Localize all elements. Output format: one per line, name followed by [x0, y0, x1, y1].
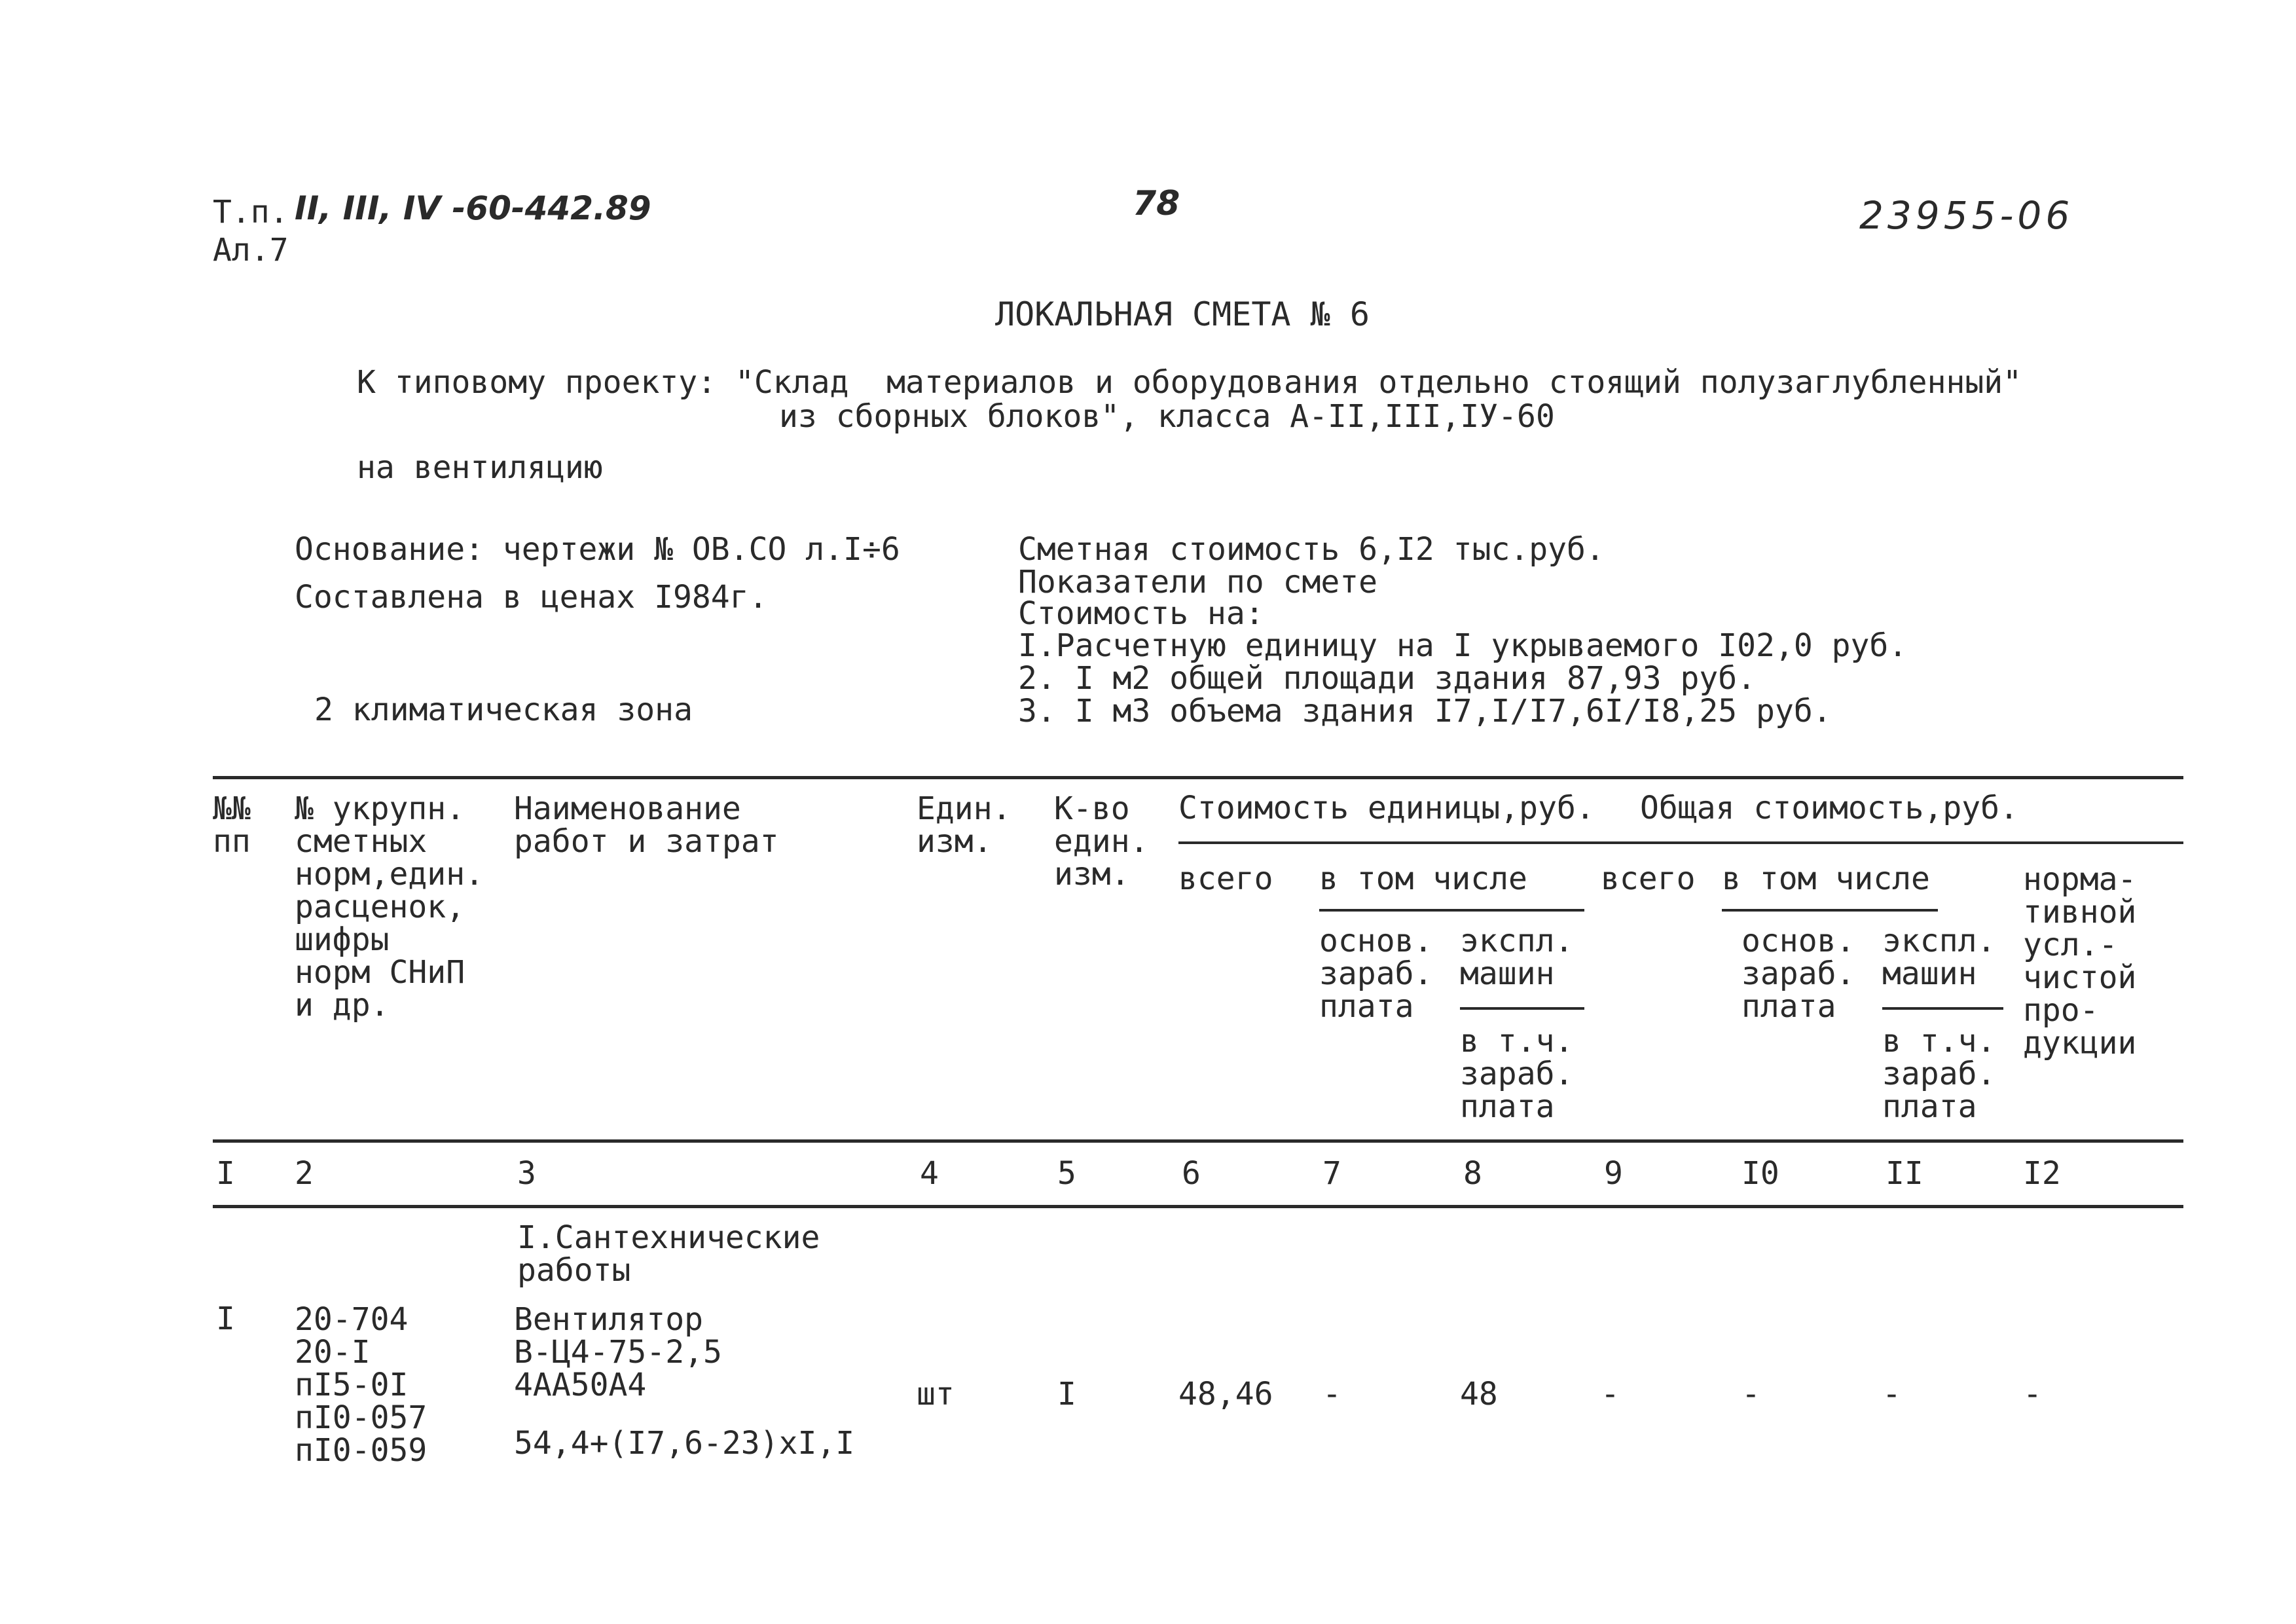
project-line-1: К типовому проекту: "Склад материалов и оборудования отдельно стоящий полузаглубленный" — [357, 364, 2022, 401]
header-total-total: всего — [1601, 860, 1696, 897]
row-number: I — [216, 1301, 235, 1337]
row-total-base-wage: - — [1741, 1376, 1760, 1412]
row-total-machine: - — [1882, 1376, 1901, 1412]
header-unit-machine: экспл. машин — [1460, 923, 1574, 992]
estimated-cost: Сметная стоимость 6,I2 тыс.руб. — [1018, 531, 1605, 568]
indicators-label: Показатели по смете — [1018, 564, 1378, 600]
project-line-2: из сборных блоков", класса А-II,III,IУ-60 — [779, 398, 1555, 435]
row-unit: шт — [917, 1376, 955, 1412]
column-numbers-rule — [213, 1205, 2183, 1208]
header-total-cost: Общая стоимость,руб. — [1640, 790, 2018, 826]
column-number: 5 — [1057, 1155, 1076, 1192]
doc-prefix: Т.п. — [213, 194, 289, 231]
header-norm-code: № укрупн. сметных норм,един. расценок, шифры норм СНиП и др. — [295, 790, 484, 1024]
header-unit-cost: Стоимость единицы,руб. — [1178, 790, 1595, 826]
header-normative: норма- тивной усл.- чистой про- дукции — [2023, 861, 2137, 1061]
inventory-number: 23955-06 — [1859, 193, 2074, 238]
column-number: I — [216, 1155, 235, 1192]
section-title: I.Сантехнические работы — [517, 1219, 820, 1289]
column-number: 2 — [295, 1155, 314, 1192]
header-bottom-rule — [213, 1139, 2183, 1143]
row-unit-machine: 48 — [1460, 1376, 1498, 1412]
header-unit-total: всего — [1178, 860, 1273, 897]
cost-item-3: 3. I м3 объема здания I7,I/I7,6I/I8,25 руб. — [1018, 693, 1832, 729]
cost-item-2: 2. I м2 общей площади здания 87,93 руб. — [1018, 660, 1757, 697]
basis-foundation: Основание: чертежи № ОВ.СО л.I÷6 — [295, 531, 900, 568]
row-work-name: Вентилятор В-Ц4-75-2,5 4АА50А4 — [514, 1301, 722, 1403]
column-number: 4 — [920, 1155, 939, 1192]
header-total-machine: экспл. машин — [1882, 923, 1996, 992]
row-formula: 54,4+(I7,6-23)хI,I — [514, 1425, 855, 1462]
total-incl-rule — [1722, 909, 1938, 912]
project-purpose: на вентиляцию — [357, 449, 603, 486]
cost-item-1: I.Расчетную единицу на I укрываемого I02,0 руб. — [1018, 627, 1908, 664]
row-quantity: I — [1057, 1376, 1076, 1412]
basis-prices: Составлена в ценах I984г. — [295, 579, 768, 616]
column-number: 9 — [1604, 1155, 1623, 1192]
row-unit-total: 48,46 — [1178, 1376, 1273, 1412]
header-row-number: №№ пп — [213, 790, 251, 860]
header-unit-incl-wage: в т.ч. зараб. плата — [1460, 1023, 1574, 1125]
header-work-name: Наименование работ и затрат — [514, 790, 779, 860]
row-normative: - — [2023, 1376, 2042, 1412]
header-unit: Един. изм. — [917, 790, 1011, 860]
unit-incl-rule — [1319, 909, 1584, 912]
column-number: II — [1886, 1155, 1923, 1192]
doc-code: II, III, IV -60-442.89 — [295, 189, 651, 227]
header-total-incl: в том числе — [1722, 860, 1930, 897]
column-number: 3 — [517, 1155, 536, 1192]
page-title: ЛОКАЛЬНАЯ СМЕТА № 6 — [995, 295, 1370, 333]
column-number: 7 — [1322, 1155, 1341, 1192]
header-quantity: К-во един. изм. — [1054, 790, 1149, 893]
cost-on-label: Стоимость на: — [1018, 595, 1264, 632]
row-total: - — [1601, 1376, 1620, 1412]
album-label: Ал.7 — [213, 232, 289, 268]
table-top-rule — [213, 776, 2183, 779]
row-norm-codes: 20-704 20-I пI5-0I пI0-057 пI0-059 — [295, 1301, 428, 1469]
header-unit-incl: в том числе — [1319, 860, 1527, 897]
column-number: 6 — [1182, 1155, 1201, 1192]
header-unit-base-wage: основ. зараб. плата — [1319, 923, 1433, 1025]
column-number: I2 — [2023, 1155, 2061, 1192]
unit-machine-rule — [1460, 1007, 1584, 1010]
row-unit-base-wage: - — [1322, 1376, 1341, 1412]
column-number: 8 — [1463, 1155, 1482, 1192]
page-number: 78 — [1133, 184, 1180, 223]
header-total-base-wage: основ. зараб. плата — [1741, 923, 1855, 1025]
column-number: I0 — [1741, 1155, 1779, 1192]
basis-zone: 2 климатическая зона — [314, 692, 693, 728]
cost-group-rule — [1178, 841, 2183, 844]
total-machine-rule — [1882, 1007, 2003, 1010]
header-total-incl-wage: в т.ч. зараб. плата — [1882, 1023, 1996, 1125]
